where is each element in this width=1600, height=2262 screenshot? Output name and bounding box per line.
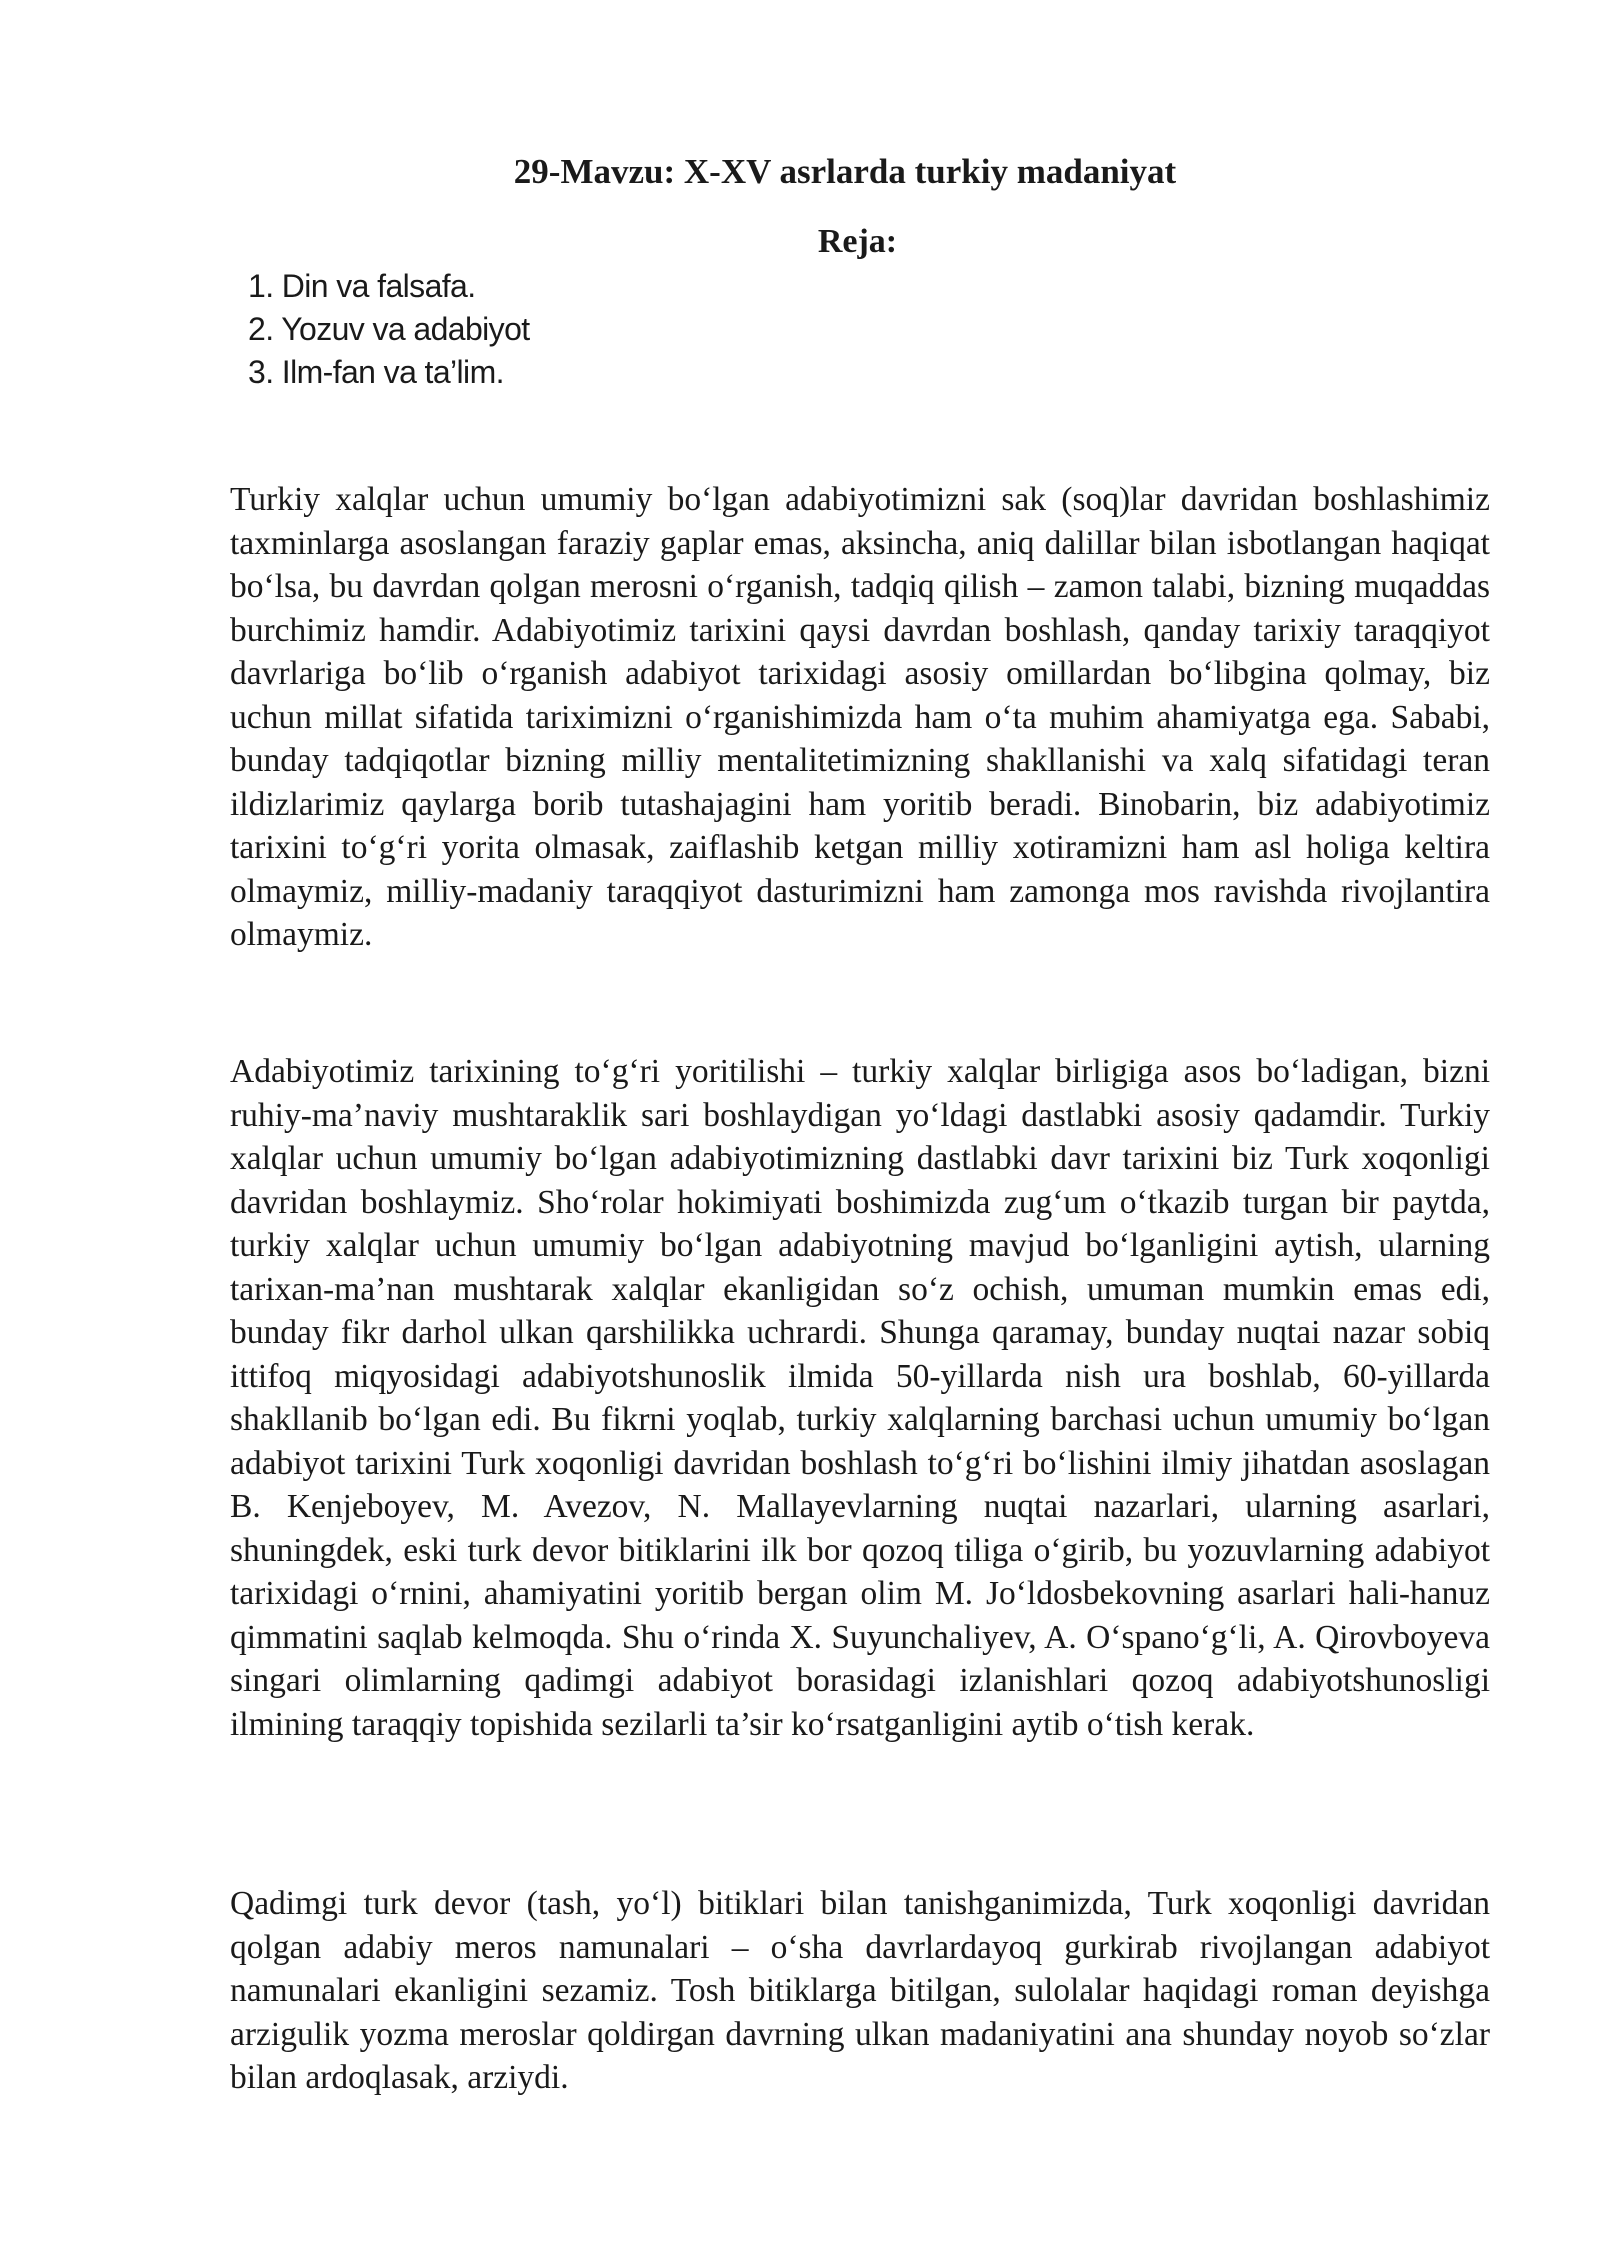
plan-item: 3. Ilm-fan va ta’lim. bbox=[248, 354, 504, 390]
document-title: 29-Mavzu: X-XV asrlarda turkiy madaniyat bbox=[513, 152, 1177, 191]
plan-heading: Reja: bbox=[817, 223, 898, 260]
body-paragraph: Qadimgi turk devor (tash, yo‘l) bitiklari bilan tanishganimizda, Turk xoqonligi davridan qolgan adabiy meros namunalari – o‘sha davrlardayoq gurkirab rivojlangan adabiyot namunalari ekanligini sezamiz. Tosh bitiklarga bitilgan, sulolalar haqidagi roman deyishga arzigulik yozma meroslar qoldirgan davrning ulkan madaniyatini ana shunday noyob so‘zlar bilan ardoqlasak, arziydi. bbox=[230, 1885, 1490, 2096]
body-paragraph: Adabiyotimiz tarixining to‘g‘ri yoritilishi – turkiy xalqlar birligiga asos bo‘ladigan, bizni ruhiy-ma’naviy mushtaraklik sari boshlaydigan yo‘ldagi dastlabki asosiy qadamdir. Turkiy xalqlar uchun umumiy bo‘lgan adabiyotimizning dastlabki davr tarixini biz Turk xoqonligi davridan boshlaymiz. Sho‘rolar hokimiyati boshimizda zug‘um o‘tkazib turgan bir paytda, turkiy xalqlar uchun umumiy bo‘lgan adabiyotning mavjud bo‘lganligini aytish, ularning tarixan-ma’nan mushtarak xalqlar ekanligidan so‘z ochish, umuman mumkin emas edi, bunday fikr darhol ulkan qarshilikka uchrardi. Shunga qaramay, bunday nuqtai nazar sobiq ittifoq miqyosidagi adabiyotshunoslik ilmida 50-yillarda nish ura boshlab, 60-yillarda shakllanib bo‘lgan edi. Bu fikrni yoqlab, turkiy xalqlarning barchasi uchun umumiy bo‘lgan adabiyot tarixini Turk xoqonligi davridan boshlash to‘g‘ri bo‘lishini ilmiy jihatdan asoslagan B. Kenjeboyev, M. Avezov, N. Mallayevlarning nuqtai nazarlari, ularning asarlari, shuningdek, eski turk devor bitiklarini ilk bor qozoq tiliga o‘girib, bu yozuvlarning adabiyot tarixidagi o‘rnini, ahamiyatini yoritib bergan olim M. Jo‘ldosbekovning asarlari hali-hanuz qimmatini saqlab kelmoqda. Shu o‘rinda X. Suyunchaliyev, A. O‘spano‘g‘li, A. Qirovboyeva singari olimlarning qadimgi adabiyot borasidagi izlanishlari qozoq adabiyotshunosligi ilmining taraqqiy topishida sezilarli ta’sir ko‘rsatganligini aytib o‘tish kerak. bbox=[230, 1053, 1490, 1743]
plan-item: 1. Din va falsafa. bbox=[248, 268, 476, 304]
plan-item: 2. Yozuv va adabiyot bbox=[248, 311, 530, 347]
plan-list bbox=[248, 265, 530, 394]
body-paragraph: Turkiy xalqlar uchun umumiy bo‘lgan adabiyotimizni sak (soq)lar davridan boshlashimiz taxminlarga asoslangan faraziy gaplar emas, aksincha, aniq dalillar bilan isbotlangan haqiqat bo‘lsa, bu davrdan qolgan merosni o‘rganish, tadqiq qilish – zamon talabi, bizning muqaddas burchimiz hamdir. Adabiyotimiz tarixini qaysi davrdan boshlash, qanday tarixiy taraqqiyot davrlariga bo‘lib o‘rganish adabiyot tarixidagi asosiy omillardan bo‘libgina qolmay, biz uchun millat sifatida tariximizni o‘rganishimizda ham o‘ta muhim ahamiyatga ega. Sababi, bunday tadqiqotlar bizning milliy mentalitetimizning shakllanishi va xalq sifatidagi teran ildizlarimiz qaylarga borib tutashajagini ham yoritib beradi. Binobarin, biz adabiyotimiz tarixini to‘g‘ri yorita olmasak, zaiflashib ketgan milliy xotiramizni ham asl holiga keltira olmaymiz, milliy-madaniy taraqqiyot dasturimizni ham zamonga mos ravishda rivojlantira olmaymiz. bbox=[230, 481, 1490, 953]
